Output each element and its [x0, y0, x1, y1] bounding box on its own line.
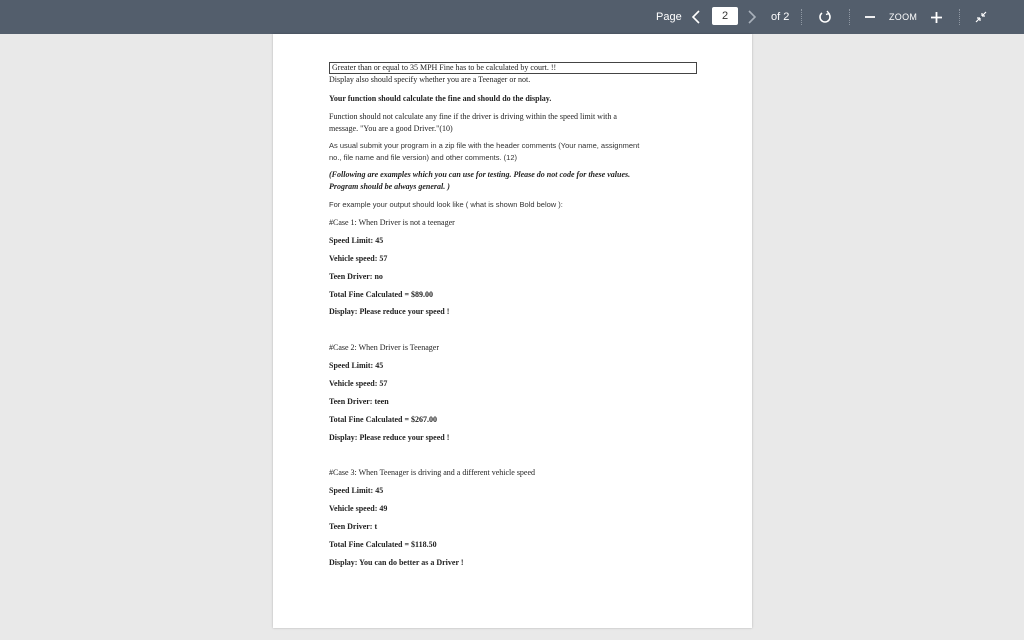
toolbar-divider	[801, 9, 802, 25]
submit-line: no., file name and file version) and other comments. (12)	[329, 153, 518, 162]
examples-note: (Following are examples which you can use for testing. Please do not code for these values.	[329, 170, 631, 179]
examples-note: Program should be always general. )	[329, 182, 450, 191]
case-teen-driver: Teen Driver: t	[329, 522, 378, 531]
pdf-toolbar	[0, 0, 1024, 34]
case-title: #Case 2: When Driver is Teenager	[329, 343, 439, 352]
case-vehicle-speed: Vehicle speed: 57	[329, 379, 388, 388]
page-label: Page	[656, 11, 682, 23]
case-vehicle-speed: Vehicle speed: 57	[329, 254, 388, 263]
document-page	[273, 34, 752, 628]
chevron-right-icon[interactable]	[744, 0, 760, 34]
case-speed-limit: Speed Limit: 45	[329, 486, 384, 495]
plus-icon[interactable]	[928, 0, 944, 34]
case-vehicle-speed: Vehicle speed: 49	[329, 504, 388, 513]
case-total-fine: Total Fine Calculated = $267.00	[329, 415, 438, 424]
case-display: Display: You can do better as a Driver !	[329, 558, 464, 567]
function-line: Function should not calculate any fine if the driver is driving within the speed limit with a	[329, 112, 617, 121]
toolbar-divider	[849, 9, 850, 25]
case-total-fine: Total Fine Calculated = $118.50	[329, 540, 437, 549]
chevron-left-icon[interactable]	[688, 0, 704, 34]
minus-icon[interactable]	[862, 0, 878, 34]
rotate-icon[interactable]	[815, 0, 835, 34]
case-total-fine: Total Fine Calculated = $89.00	[329, 290, 434, 299]
case-speed-limit: Speed Limit: 45	[329, 361, 384, 370]
collapse-icon[interactable]	[972, 0, 990, 34]
case-display: Display: Please reduce your speed !	[329, 433, 450, 442]
case-display: Display: Please reduce your speed !	[329, 307, 450, 316]
function-line: message. "You are a good Driver."(10)	[329, 124, 453, 133]
display-note: Display also should specify whether you are a Teenager or not.	[329, 75, 531, 84]
boxed-table-row: Greater than or equal to 35 MPH Fine has to be calculated by court. !!	[329, 62, 697, 74]
case-speed-limit: Speed Limit: 45	[329, 236, 384, 245]
case-teen-driver: Teen Driver: teen	[329, 397, 389, 406]
output-intro: For example your output should look like ( what is shown Bold below ):	[329, 200, 563, 209]
submit-line: As usual submit your program in a zip file with the header comments (Your name, assignment	[329, 141, 640, 150]
page-number-input[interactable]: 2	[712, 7, 738, 25]
function-heading: Your function should calculate the fine and should do the display.	[329, 94, 552, 103]
zoom-label: ZOOM	[889, 12, 918, 22]
case-title: #Case 3: When Teenager is driving and a different vehicle speed	[329, 468, 536, 477]
case-title: #Case 1: When Driver is not a teenager	[329, 218, 455, 227]
case-teen-driver: Teen Driver: no	[329, 272, 383, 281]
page-count: of 2	[771, 11, 790, 23]
toolbar-divider	[959, 9, 960, 25]
